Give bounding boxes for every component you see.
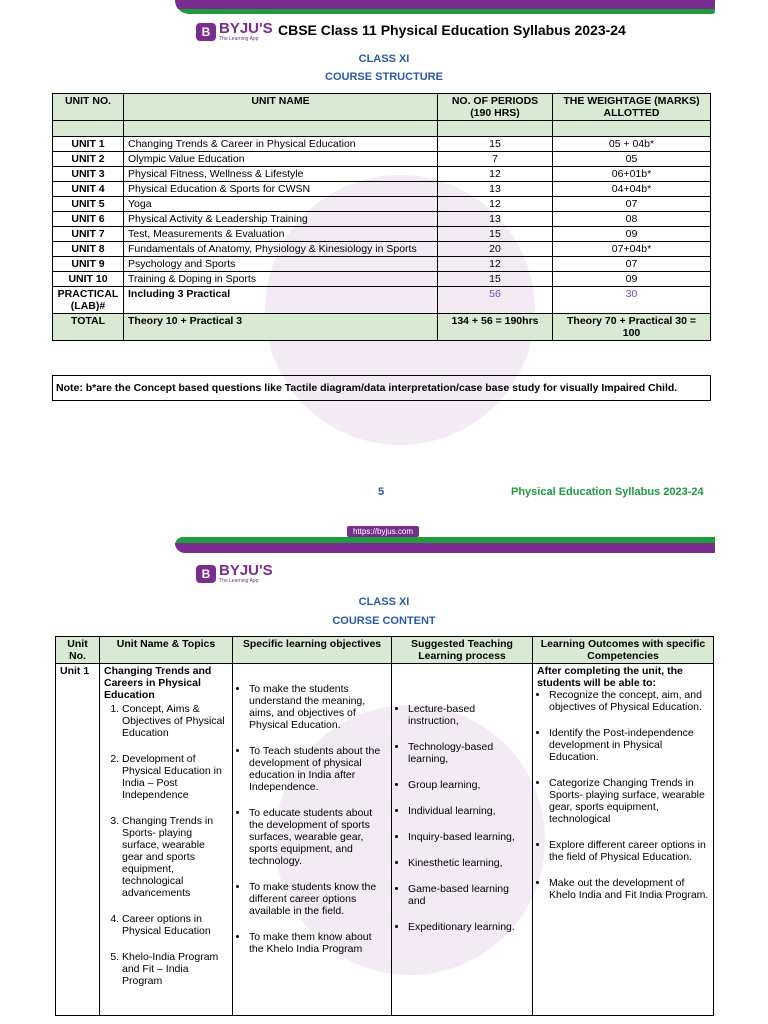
byjus-logo-icon-2: B <box>196 565 216 583</box>
topics-cell: Changing Trends and Careers in Physical Education 1. Concept, Aims & Objectives of Physical Education 2. Development of Physical Education in India – Post Independence 3. Changing Trends in Sports- playing surface, wearable gear and sports equipment, technological advancements 4. Career options in Physical Education 5. Khelo-India Program and Fit – India Program <box>100 664 233 1016</box>
list-item: 4. Career options in Physical Education <box>122 913 228 937</box>
page-number: 5 <box>378 486 385 498</box>
list-item: • To make the students understand the meaning, aims, and objectives of Physical Education. <box>249 683 387 731</box>
section-label-2: COURSE CONTENT <box>332 615 436 627</box>
table-row: UNIT 9 Psychology and Sports 12 07 <box>53 257 711 272</box>
list-item: • Categorize Changing Trends in Sports- playing surface, wearable gear, sports equipment, technological <box>549 777 709 825</box>
table-row: UNIT 4 Physical Education & Sports for CWSN 13 04+04b* <box>53 182 711 197</box>
list-item: • To Teach students about the development of physical education in India after Independence. <box>249 745 387 793</box>
col-topics: Unit Name & Topics <box>100 637 233 664</box>
list-item: • Lecture-based instruction, <box>408 703 528 727</box>
col-unit-no-2: Unit No. <box>56 637 100 664</box>
outcomes-cell: After completing the unit, the students will be able to: • Recognize the concept, aim, and objectives of Physical Education. • Identify the Post-independence development in Physical Education. • Categorize Changing Trends in Sports- playing surface, wearable gear, sports equipment, technological • Explore different career options in the field of Physical Education. • Make out the development of Khelo India and Fit India Program. <box>533 664 714 1016</box>
list-item: 5. Khelo-India Program and Fit – India Program <box>122 951 228 987</box>
col-outcomes: Learning Outcomes with specific Competencies <box>533 637 714 664</box>
objectives-cell <box>233 664 392 1016</box>
table-row: UNIT 8 Fundamentals of Anatomy, Physiology & Kinesiology in Sports 20 07+04b* <box>53 242 711 257</box>
class-label: CLASS XI <box>358 53 410 65</box>
footer-title: Physical Education Syllabus 2023-24 <box>511 486 704 498</box>
list-item: • Identify the Post-independence development in Physical Education. <box>549 727 709 763</box>
list-item: • Individual learning, <box>408 805 528 817</box>
note-box: Note: b*are the Concept based questions like Tactile diagram/data interpretation/case base study for visually Impaired Child. <box>52 375 711 401</box>
practical-row: PRACTICAL (LAB)# Including 3 Practical 56 30 <box>53 287 711 314</box>
course-structure-table <box>52 93 711 341</box>
total-row: TOTAL Theory 10 + Practical 3 134 + 56 = 190hrs Theory 70 + Practical 30 = 100 <box>53 314 711 341</box>
unit-cell: Unit 1 <box>56 664 100 1016</box>
col-periods: NO. OF PERIODS (190 HRS) <box>438 94 553 121</box>
list-item: 1. Concept, Aims & Objectives of Physical Education <box>122 703 228 739</box>
table-row: UNIT 10 Training & Doping in Sports 15 09 <box>53 272 711 287</box>
list-item: • Make out the development of Khelo India and Fit India Program. <box>549 877 709 901</box>
page-title: CBSE Class 11 Physical Education Syllabus 2023-24 <box>278 22 626 38</box>
byjus-logo: B BYJU'S The Learning App <box>196 22 273 42</box>
table-row: UNIT 1 Changing Trends & Career in Physical Education 15 05 + 04b* <box>53 137 711 152</box>
list-item: • Game-based learning and <box>408 883 528 907</box>
table-row: UNIT 5 Yoga 12 07 <box>53 197 711 212</box>
table-row: UNIT 3 Physical Fitness, Wellness & Lifestyle 12 06+01b* <box>53 167 711 182</box>
table-row: UNIT 2 Olympic Value Education 7 05 <box>53 152 711 167</box>
table-row: UNIT 6 Physical Activity & Leadership Training 13 08 <box>53 212 711 227</box>
list-item: • Recognize the concept, aim, and objectives of Physical Education. <box>549 689 709 713</box>
list-item: • Expeditionary learning. <box>408 921 528 933</box>
list-item: • To make students know the different career options available in the field. <box>249 881 387 917</box>
header-bar-2 <box>175 537 715 553</box>
process-cell <box>392 664 533 1016</box>
list-item: • To educate students about the development of sports surfaces, wearable gear, sports equipment, and technology. <box>249 807 387 867</box>
list-item: • Technology-based learning, <box>408 741 528 765</box>
list-item: 2. Development of Physical Education in India – Post Independence <box>122 753 228 801</box>
col-unit-no: UNIT NO. <box>53 94 124 121</box>
header-bar <box>175 0 715 14</box>
course-content-table <box>55 636 714 1016</box>
class-label-2: CLASS XI <box>358 596 410 608</box>
byjus-logo-2: B BYJU'S The Learning App <box>196 564 273 584</box>
section-label: COURSE STRUCTURE <box>325 71 443 83</box>
url-link[interactable]: https://byjus.com <box>347 526 419 537</box>
list-item: 3. Changing Trends in Sports- playing surface, wearable gear and sports equipment, technological advancements <box>122 815 228 899</box>
col-objectives: Specific learning objectives <box>233 637 392 664</box>
spacer-row <box>53 121 711 137</box>
list-item: • To make them know about the Khelo India Program <box>249 931 387 955</box>
col-process: Suggested Teaching Learning process <box>392 637 533 664</box>
byjus-logo-icon: B <box>196 23 216 41</box>
list-item: • Group learning, <box>408 779 528 791</box>
table-row: UNIT 7 Test, Measurements & Evaluation 15 09 <box>53 227 711 242</box>
col-unit-name: UNIT NAME <box>124 94 438 121</box>
list-item: • Explore different career options in the field of Physical Education. <box>549 839 709 863</box>
list-item: • Kinesthetic learning, <box>408 857 528 869</box>
list-item: • Inquiry-based learning, <box>408 831 528 843</box>
col-weightage: THE WEIGHTAGE (MARKS) ALLOTTED <box>553 94 711 121</box>
